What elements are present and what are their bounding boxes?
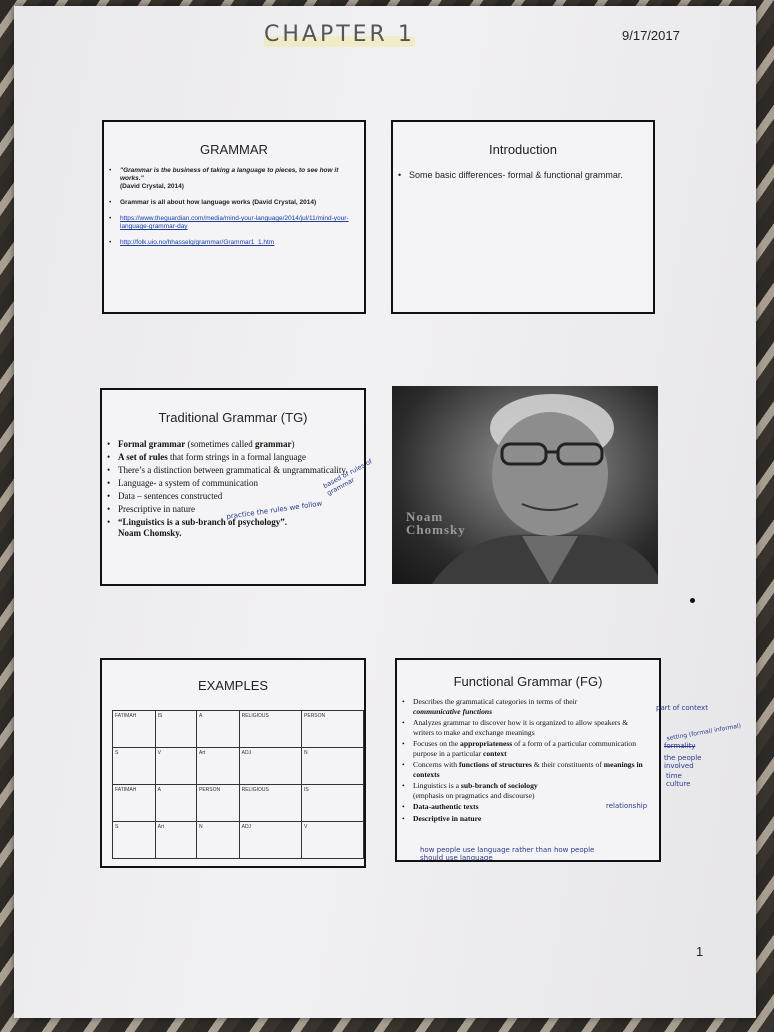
caption-line: Chomsky — [406, 522, 466, 537]
bold-term: communicative functions — [413, 706, 493, 716]
table-cell: RELIGIOUS — [239, 711, 301, 748]
examples-table — [112, 710, 364, 859]
list-item — [413, 781, 659, 800]
list-item: • There’s a distinction between grammatical & ungrammaticality — [118, 465, 364, 476]
bold-term: context — [483, 748, 507, 758]
bullet-list — [104, 167, 364, 247]
bold-term: A set of rules — [118, 452, 168, 462]
bold-term: grammar — [254, 439, 292, 449]
page-date: 9/17/2017 — [622, 28, 680, 43]
list-item: • Some basic differences- formal & functional grammar. — [409, 169, 653, 181]
list-item — [120, 199, 364, 207]
table-cell: ADJ — [239, 748, 301, 785]
handwritten-setting: setting (formal/ informal) — [666, 722, 742, 743]
bold-term: Data-authentic texts — [413, 802, 479, 811]
list-item-text: Grammar is all about how language works (David Crystal, 2014) — [120, 199, 317, 206]
table-row — [113, 785, 364, 822]
list-item — [413, 814, 659, 824]
slide-title: Traditional Grammar (TG) — [158, 410, 308, 425]
slide-functional-grammar — [395, 658, 661, 862]
handwritten-rules-note: based of rules of grammar — [321, 457, 374, 498]
handwritten-formality: formality — [664, 742, 696, 750]
handwritten-people: the people involved — [664, 754, 702, 770]
table-cell: N — [197, 822, 240, 859]
slide-title: GRAMMAR — [200, 142, 268, 157]
bullet-list — [393, 169, 653, 181]
document-page — [14, 6, 756, 1018]
table-row — [113, 822, 364, 859]
table-row — [113, 711, 364, 748]
table-cell: IS — [302, 785, 364, 822]
handwritten-bottom-note: how people use language rather than how people should use language — [420, 846, 595, 862]
list-text: & their constituents of — [531, 760, 604, 769]
list-text: Concerns with — [413, 760, 459, 769]
slide-title: EXAMPLES — [197, 678, 269, 693]
table-cell: FATIMAH — [113, 711, 156, 748]
quote-text: "Grammar is the business of taking a language to pieces, to see how it works." — [120, 167, 339, 182]
handwritten-culture: culture — [666, 780, 691, 788]
bold-term: Descriptive in nature — [413, 813, 482, 823]
table-cell: S — [113, 822, 156, 859]
handwritten-time: time — [666, 772, 682, 780]
list-text: (emphasis on pragmatics and discourse) — [413, 790, 535, 800]
list-item — [118, 439, 364, 450]
table-cell: A — [155, 785, 196, 822]
quote-text: “Linguistics is a sub-branch of psychology”. — [118, 517, 288, 527]
list-item — [120, 239, 364, 247]
guardian-link[interactable]: https://www.theguardian.com/media/mind-your-language/2014/jul/11/mind-your-language-grammar-day — [120, 215, 349, 230]
portrait-illustration — [392, 386, 658, 584]
table-cell: A — [197, 711, 240, 748]
list-item — [413, 697, 659, 716]
list-text: ) — [291, 439, 295, 449]
slide-examples — [100, 658, 366, 868]
table-cell: PERSON — [302, 711, 364, 748]
table-cell: Art — [197, 748, 240, 785]
quote-author: Noam Chomsky. — [118, 528, 182, 538]
bold-term: meanings in contexts — [413, 760, 643, 779]
list-item — [413, 760, 659, 779]
chomsky-photo — [392, 386, 658, 584]
list-item — [413, 739, 659, 758]
photo-caption — [406, 510, 466, 536]
slide-introduction — [391, 120, 655, 314]
list-item — [120, 167, 364, 191]
bold-term: functions of structures — [458, 760, 532, 769]
table-cell: IS — [155, 711, 196, 748]
list-text: Describes the grammatical categories in terms of their — [413, 697, 578, 706]
table-cell: S — [113, 748, 156, 785]
table-cell: Art — [155, 822, 196, 859]
bold-term: Formal grammar — [118, 439, 186, 449]
table-cell: V — [302, 822, 364, 859]
slide-grammar — [102, 120, 366, 314]
slide-title: Introduction — [489, 142, 557, 157]
table-cell: PERSON — [197, 785, 240, 822]
slide-title: Functional Grammar (FG) — [453, 674, 603, 689]
table-cell: N — [302, 748, 364, 785]
handwritten-practice-note: practice the rules we follow — [225, 499, 323, 521]
uio-link[interactable]: http://folk.uio.no/hhasselg/grammar/Grammar1_1.htm — [120, 239, 275, 246]
list-item: • Analyzes grammar to discover how it is organized to allow speakers & writers to make and exchange meanings — [413, 718, 659, 737]
list-text: of a form of a particular communication purpose in a particular — [413, 739, 637, 758]
table-cell: V — [155, 748, 196, 785]
list-text: Focuses on the — [413, 739, 461, 748]
chapter-title: CHAPTER 1 — [264, 22, 415, 47]
list-item — [120, 215, 364, 231]
list-item — [118, 452, 364, 463]
ink-dot — [690, 598, 695, 603]
table-row — [113, 748, 364, 785]
page-number: 1 — [696, 944, 704, 959]
quote-source: (David Crystal, 2014) — [120, 183, 184, 190]
table-cell: ADJ — [239, 822, 301, 859]
handwritten-part-of-context: part of context — [656, 704, 708, 712]
bold-term: appropriateness — [460, 739, 513, 748]
table-cell: RELIGIOUS — [239, 785, 301, 822]
caption-line: Noam — [406, 509, 444, 524]
list-item: • Language- a system of communication — [118, 478, 364, 489]
list-item: • Prescriptive in nature — [118, 504, 364, 515]
bold-term: sub-branch of sociology — [460, 781, 538, 790]
list-item: • Data – sentences constructed — [118, 491, 364, 502]
table-cell: FATIMAH — [113, 785, 156, 822]
list-text: that form strings in a formal language — [167, 452, 306, 462]
list-item — [118, 517, 364, 539]
list-text: Linguistics is a — [413, 781, 461, 790]
face-shape — [492, 412, 608, 536]
handwritten-relationship: relationship — [606, 802, 648, 810]
list-text: (sometimes called — [185, 439, 255, 449]
